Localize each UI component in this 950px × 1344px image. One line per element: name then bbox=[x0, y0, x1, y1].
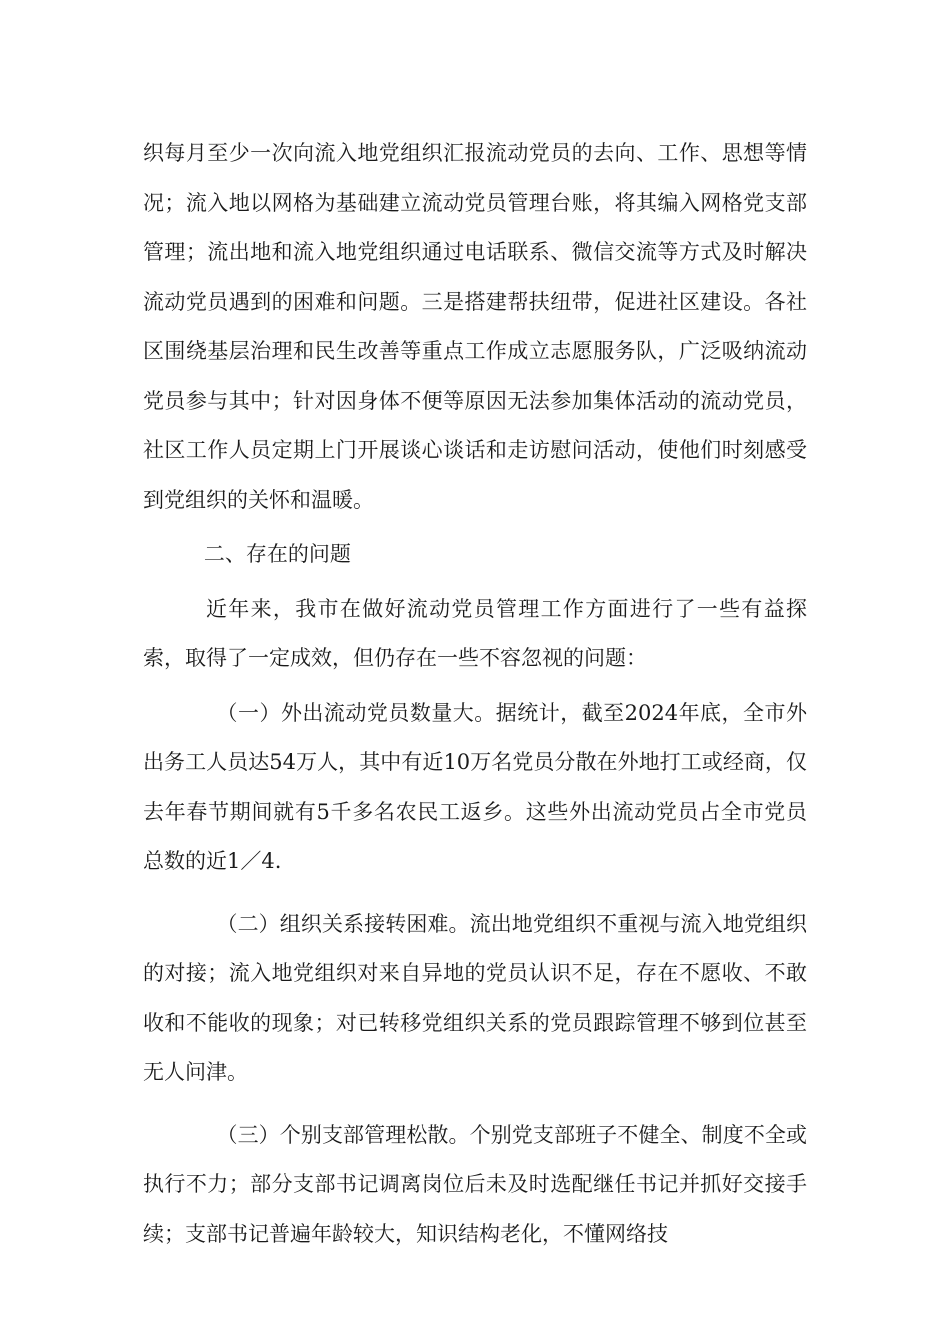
paragraph-item-2: （二）组织关系接转困难。流出地党组织不重视与流入地党组织的对接；流入地党组织对来自异地的党员认识不足，存在不愿收、不敢收和不能收的现象；对已转移党组织关系的党员跟踪管理不够到位甚至无人问津。 bbox=[143, 911, 807, 1084]
paragraph-item-3: （三）个别支部管理松散。个别党支部班子不健全、制度不全或执行不力；部分支部书记调离岗位后未及时选配继任书记并抓好交接手续；支部书记普遍年龄较大，知识结构老化，不懂网络技 bbox=[143, 1122, 807, 1246]
paragraph-intro: 近年来，我市在做好流动党员管理工作方面进行了一些有益探索，取得了一定成效，但仍存在一些不容忽视的问题： bbox=[143, 596, 807, 670]
section-heading: 二、存在的问题 bbox=[203, 542, 351, 566]
paragraph-item-1: （一）外出流动党员数量大。据统计，截至2024年底，全市外出务工人员达54万人，其中有近10万名党员分散在外地打工或经商，仅去年春节期间就有5千多名农民工返乡。这些外出流动党员占全市党员总数的近1／4. bbox=[143, 700, 807, 873]
document-page bbox=[143, 129, 807, 1259]
paragraph-continuation: 织每月至少一次向流入地党组织汇报流动党员的去向、工作、思想等情况；流入地以网格为基础建立流动党员管理台账，将其编入网格党支部管理；流出地和流入地党组织通过电话联系、微信交流等方式及时解决流动党员遇到的困难和问题。三是搭建帮扶纽带，促进社区建设。各社区围绕基层治理和民生改善等重点工作成立志愿服务队，广泛吸纳流动党员参与其中；针对因身体不便等原因无法参加集体活动的流动党员，社区工作人员定期上门开展谈心谈话和走访慰问活动，使他们时刻感受到党组织的关怀和温暖。 bbox=[143, 141, 807, 512]
